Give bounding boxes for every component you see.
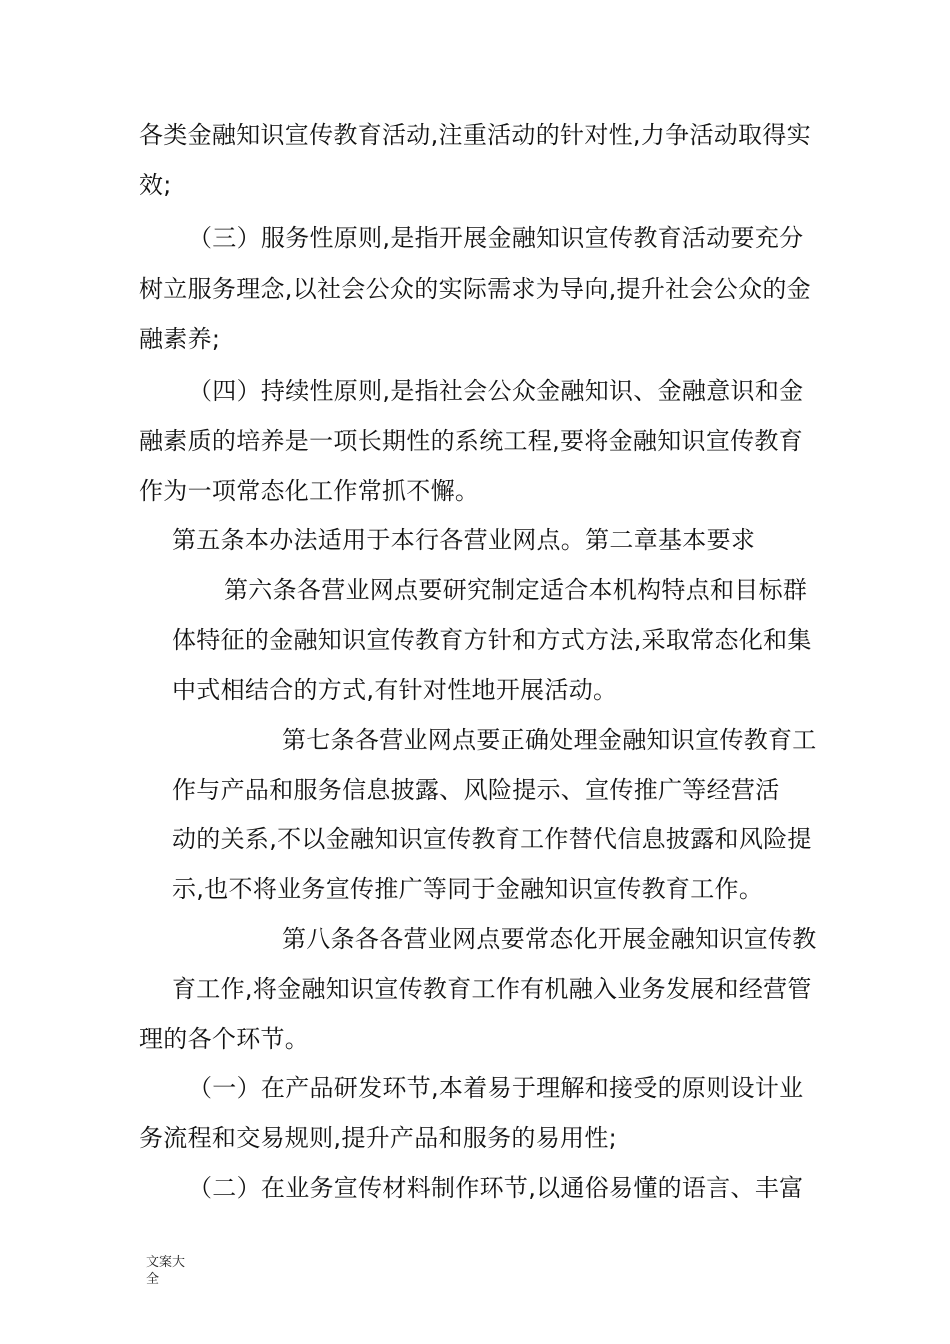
body-text-line: 体特征的金融知识宣传教育方针和方式方法,采取常态化和集 <box>172 626 812 654</box>
body-text-line: （四）持续性原则,是指社会公众金融知识、金融意识和金 <box>188 377 804 405</box>
body-text-line: （二）在业务宣传材料制作环节,以通俗易懂的语言、丰富 <box>188 1174 804 1202</box>
body-text-line: 动的关系,不以金融知识宣传教育工作替代信息披露和风险提 <box>172 825 812 853</box>
body-text-line: （三）服务性原则,是指开展金融知识宣传教育活动要充分 <box>188 224 804 252</box>
body-text-line: 务流程和交易规则,提升产品和服务的易用性; <box>139 1124 618 1152</box>
body-text-line: 树立服务理念,以社会公众的实际需求为导向,提升社会公众的金 <box>139 275 811 303</box>
body-text-line: 效; <box>139 171 172 199</box>
page-footer <box>146 1254 206 1288</box>
body-text-line: 第六条各营业网点要研究制定适合本机构特点和目标群 <box>224 576 808 604</box>
body-text-line: 理的各个环节。 <box>139 1025 310 1053</box>
body-text-line: 示,也不将业务宣传推广等同于金融知识宣传教育工作。 <box>172 875 764 903</box>
body-text-line: 作为一项常态化工作常抓不懈。 <box>139 477 480 505</box>
body-text-line: 作与产品和服务信息披露、风险提示、宣传推广等经营活 <box>172 776 780 804</box>
body-text-line: 中式相结合的方式,有针对性地开展活动。 <box>172 676 618 704</box>
footer-line: 全 <box>146 1272 160 1287</box>
body-text-line: 第七条各营业网点要正确处理金融知识宣传教育工 <box>282 726 817 754</box>
body-text-line: （一）在产品研发环节,本着易于理解和接受的原则设计业 <box>188 1074 804 1102</box>
footer-line: 文案大 <box>146 1255 186 1270</box>
body-text-line: 融素质的培养是一项长期性的系统工程,要将金融知识宣传教育 <box>139 427 804 455</box>
body-text-line: 第五条本办法适用于本行各营业网点。第二章基本要求 <box>172 526 756 554</box>
body-text-line: 第八条各各营业网点要常态化开展金融知识宣传教 <box>282 925 817 953</box>
body-text-line: 育工作,将金融知识宣传教育工作有机融入业务发展和经营管 <box>172 975 812 1003</box>
body-text-line: 各类金融知识宣传教育活动,注重活动的针对性,力争活动取得实 <box>139 121 811 149</box>
body-text-line: 融素养; <box>139 325 221 353</box>
